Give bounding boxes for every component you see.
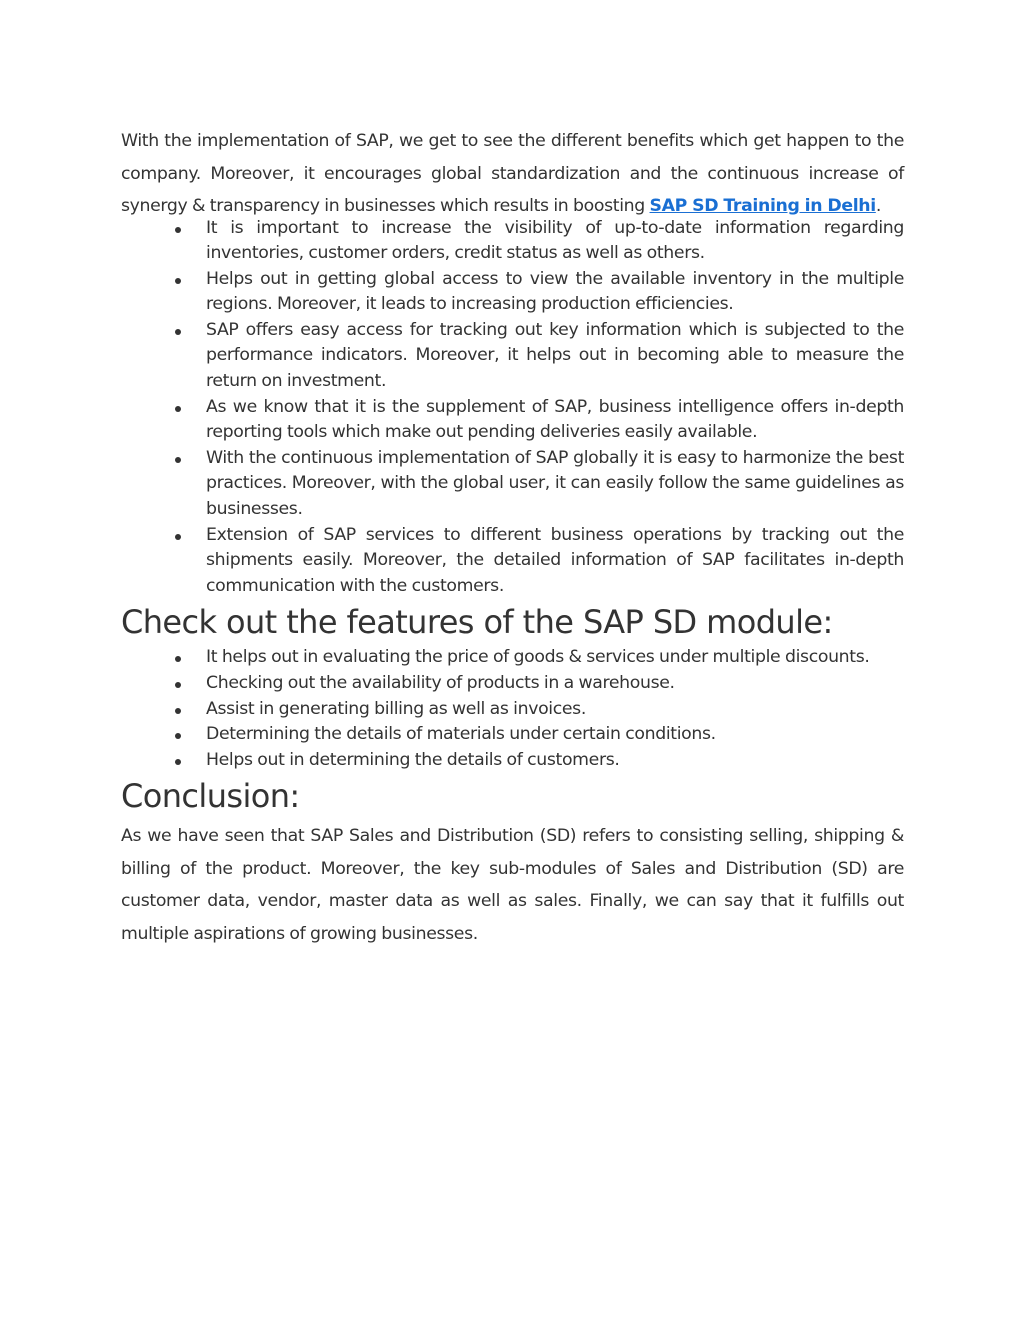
list-item-text: Assist in generating billing as well as invoices. (206, 698, 586, 719)
bullet-icon (175, 329, 181, 335)
list-item (206, 645, 904, 671)
list-item (206, 216, 904, 267)
bullet-icon (175, 759, 181, 765)
bullet-icon (175, 227, 181, 233)
list-item (206, 722, 904, 748)
document-page (121, 125, 904, 950)
bullet-icon (175, 534, 181, 540)
list-item (206, 671, 904, 697)
conclusion-paragraph: As we have seen that SAP Sales and Distribution (SD) refers to consisting selling, shipping & billing of the product. Moreover, the key sub-modules of Sales and Distribution (SD) are customer data, vendor, master data as well as sales. Finally, we can say that it fulfills out multiple aspirations of growing businesses. (121, 826, 904, 944)
bullet-icon (175, 708, 181, 714)
bullet-icon (175, 457, 181, 463)
conclusion-heading: Conclusion: (121, 777, 300, 816)
list-item (206, 318, 904, 395)
list-item-text: Helps out in determining the details of customers. (206, 749, 620, 770)
list-item-text: It is important to increase the visibility of up-to-date information regarding inventories, customer orders, credit status as well as others. (206, 217, 904, 264)
list-item (206, 446, 904, 523)
features-list (121, 645, 904, 773)
list-item-text: Checking out the availability of products in a warehouse. (206, 673, 675, 693)
bullet-icon (175, 733, 181, 739)
list-item-text: SAP offers easy access for tracking out key information which is subjected to the performance indicators. Moreover, it helps out in becoming able to measure the return on investment. (206, 319, 904, 392)
bullet-icon (175, 682, 181, 688)
features-heading: Check out the features of the SAP SD module: (121, 603, 833, 642)
list-item-text: It helps out in evaluating the price of goods & services under multiple discounts. (206, 647, 870, 668)
list-item-text: With the continuous implementation of SAP globally it is easy to harmonize the best practices. Moreover, with the global user, it can easily follow the same guidelines as businesses. (206, 447, 904, 520)
bullet-icon (175, 406, 181, 412)
list-item (206, 395, 904, 446)
list-item-text: Extension of SAP services to different business operations by tracking out the shipments easily. Moreover, the detailed information of SAP facilitates in-depth communication with the customers. (206, 524, 904, 596)
list-item (206, 523, 904, 600)
benefits-list (121, 216, 904, 600)
list-item-text: As we know that it is the supplement of SAP, business intelligence offers in-depth reporting tools which make out pending deliveries easily available. (206, 396, 904, 443)
list-item (206, 748, 904, 774)
list-item-text: Helps out in getting global access to view the available inventory in the multiple regions. Moreover, it leads to increasing production efficiencies. (206, 268, 904, 315)
list-item (206, 697, 904, 723)
intro-paragraph (121, 125, 904, 223)
bullet-icon (175, 278, 181, 284)
list-item-text: Determining the details of materials under certain conditions. (206, 724, 716, 745)
intro-text: With the implementation of SAP, we get to see the different benefits which get happen to the company. Moreover, it encourages global standardization and the continuous increase of synergy & transparency in businesses which results in boosting (121, 131, 904, 216)
list-item (206, 267, 904, 318)
bullet-icon (175, 656, 181, 662)
intro-suffix: . (875, 196, 881, 216)
sap-sd-training-link[interactable]: SAP SD Training in Delhi (649, 196, 876, 216)
